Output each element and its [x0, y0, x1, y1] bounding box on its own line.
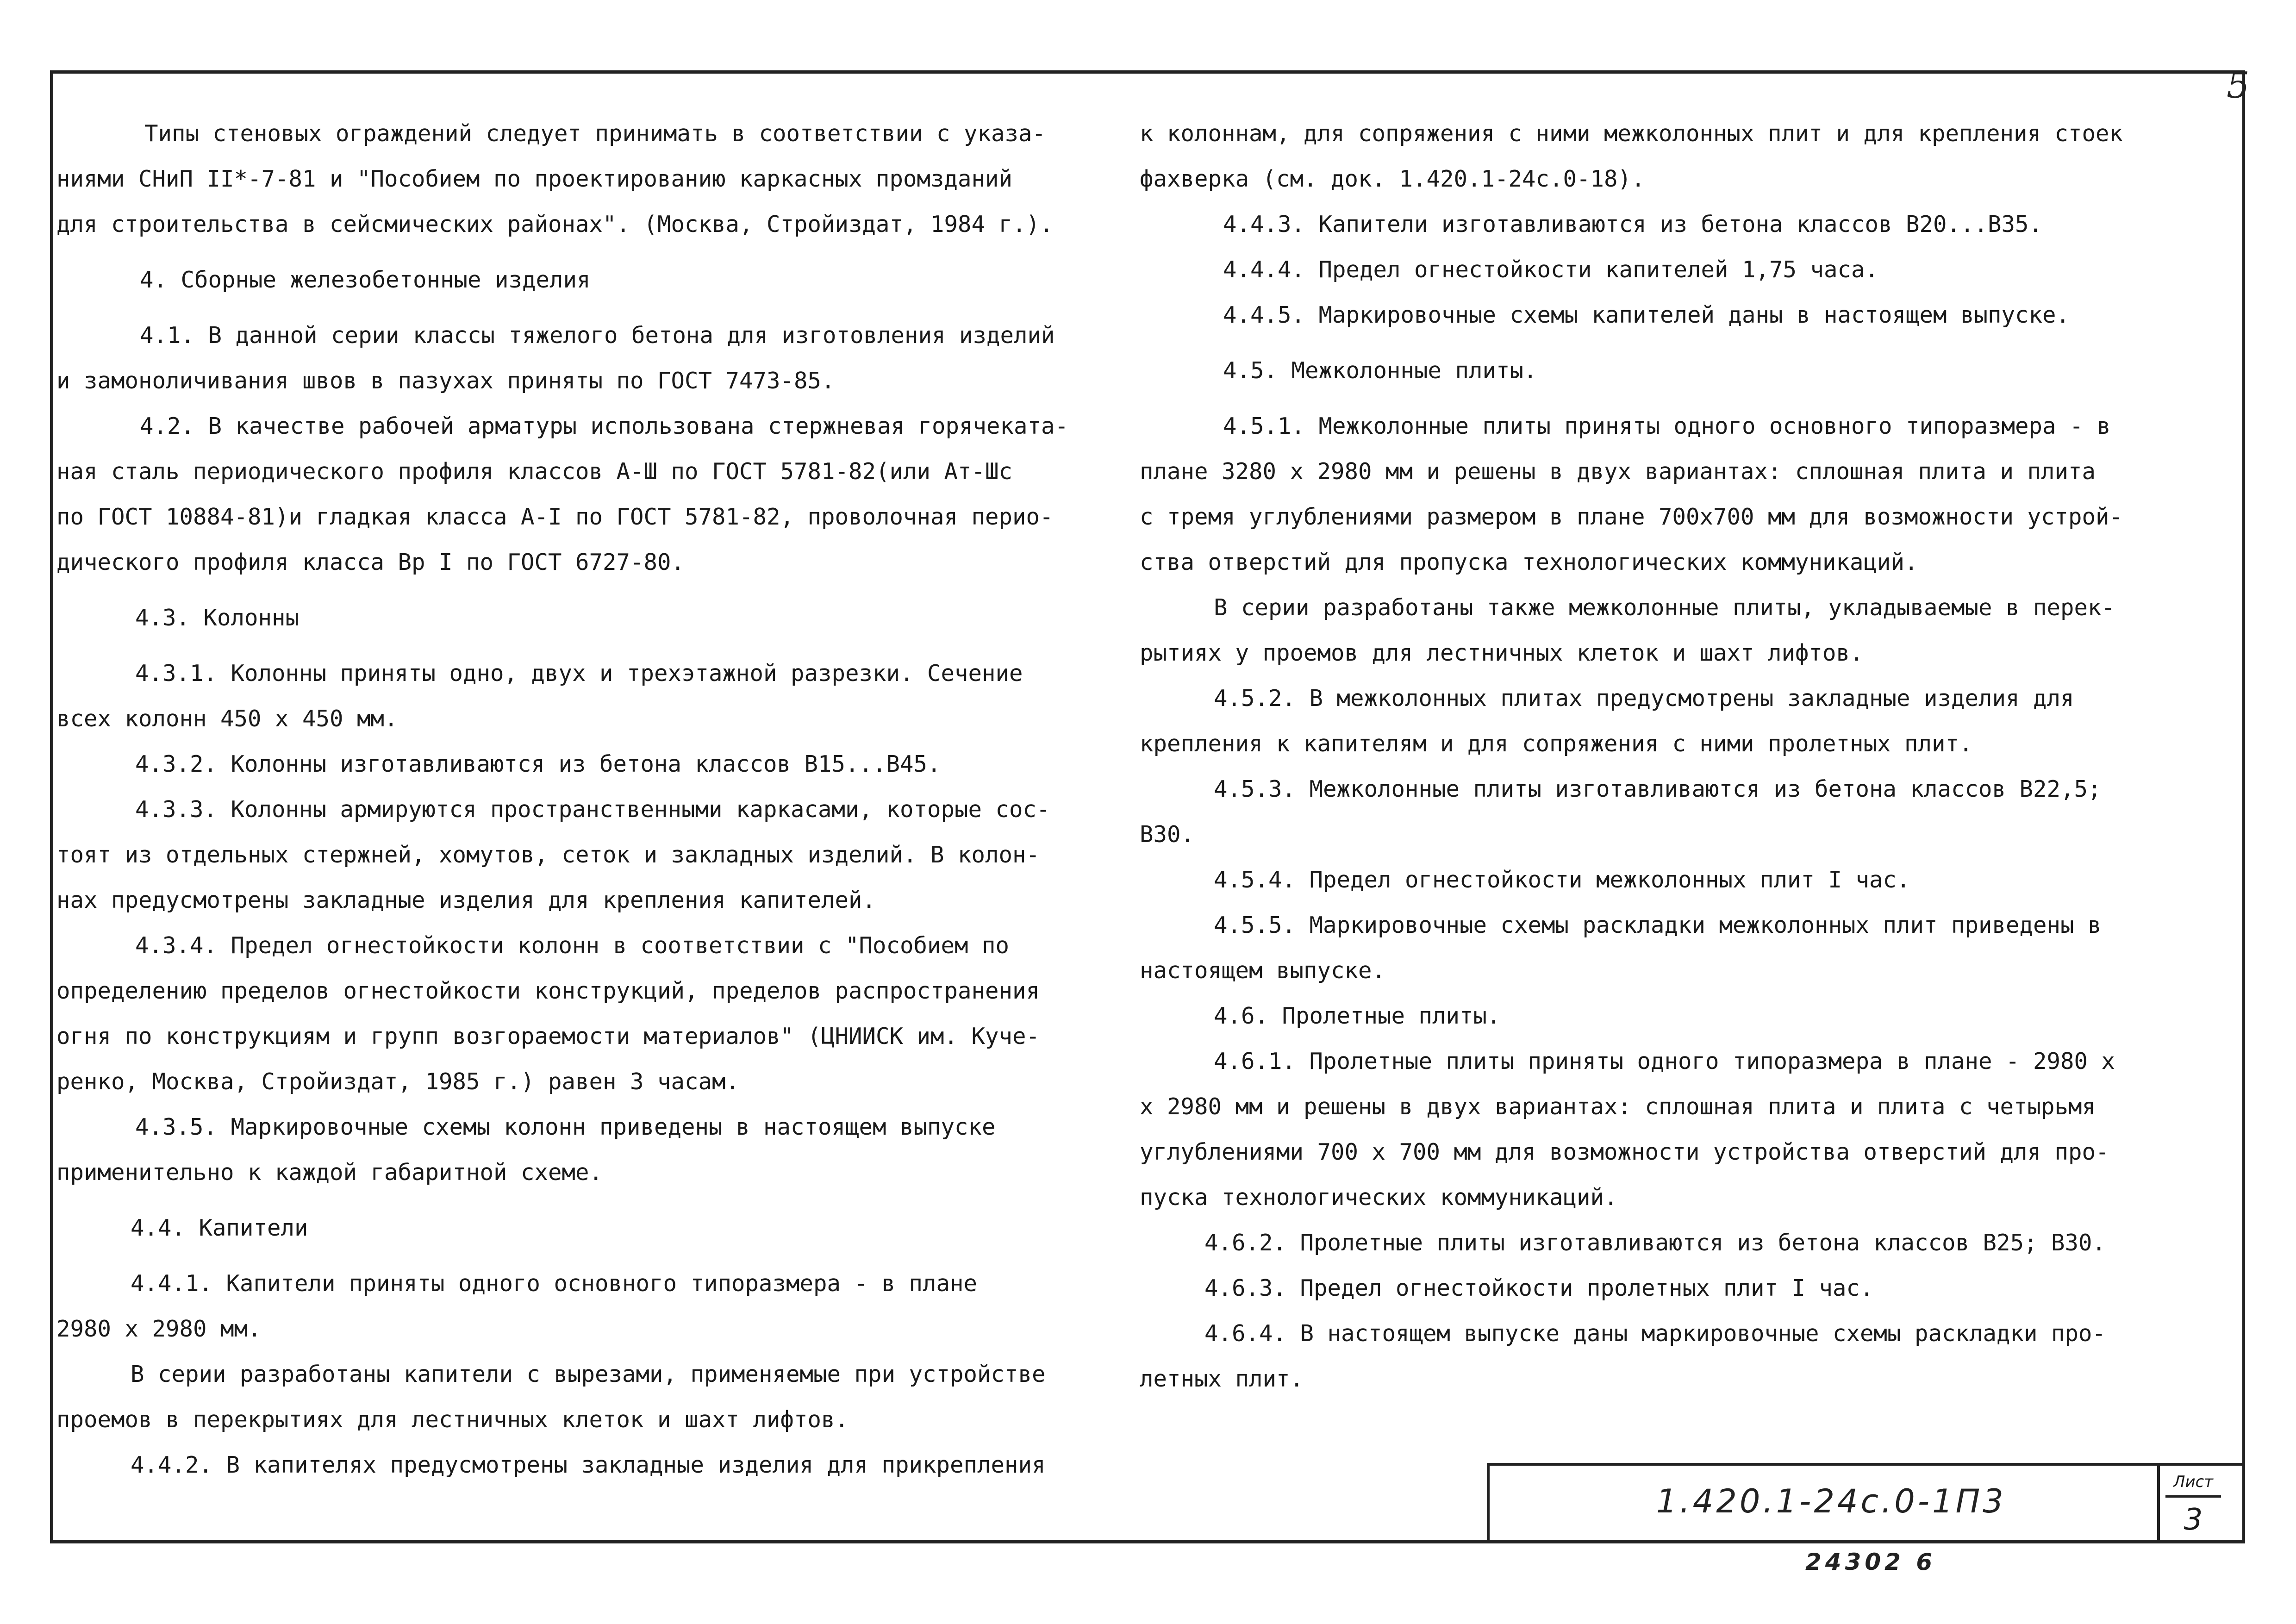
paragraph-line: 4.4.2. В капителях предусмотрены закладные изделия для прикрепления — [131, 1452, 1046, 1478]
paragraph-line: летных плит. — [1140, 1366, 1304, 1392]
paragraph-line: всех колонн 450 х 450 мм. — [56, 706, 398, 732]
paragraph-line: фахверка (см. док. 1.420.1-24с.0-18). — [1140, 166, 1645, 192]
paragraph-line: 4.3.2. Колонны изготавливаются из бетона классов В15...В45. — [135, 751, 941, 777]
paragraph-line: 4.5.2. В межколонных плитах предусмотрены закладные изделия для — [1214, 685, 2074, 712]
left-text-column — [56, 111, 1121, 1488]
title-block-stamp — [1487, 1463, 2245, 1543]
paragraph-line: плане 3280 х 2980 мм и решены в двух вариантах: сплошная плита и плита — [1140, 458, 2096, 485]
sheet-label: Лист — [2165, 1468, 2221, 1498]
section-heading: 4.5. Межколонные плиты. — [1223, 357, 1537, 384]
section-heading: 4.6. Пролетные плиты. — [1214, 1003, 1501, 1029]
paragraph-line: углублениями 700 х 700 мм для возможности устройства отверстий для про- — [1140, 1139, 2109, 1165]
paragraph-line: 4.6.3. Предел огнестойкости пролетных плит I час. — [1204, 1275, 1874, 1301]
paragraph-line: 4.4.1. Капители приняты одного основного типоразмера - в плане — [131, 1270, 978, 1297]
paragraph-line: для строительства в сейсмических районах". (Москва, Стройиздат, 1984 г.). — [56, 211, 1054, 237]
paragraph-line: крепления к капителям и для сопряжения с ними пролетных плит. — [1140, 731, 1973, 757]
right-text-column — [1140, 111, 2204, 1402]
paragraph-line: Типы стеновых ограждений следует принимать в соответствии с указа- — [144, 120, 1046, 147]
paragraph-line: по ГОСТ 10884-81)и гладкая класса А-I по ГОСТ 5781-82, проволочная перио- — [56, 504, 1054, 530]
paragraph-line: 4.5.4. Предел огнестойкости межколонных плит I час. — [1214, 867, 1910, 893]
paragraph-line: 2980 х 2980 мм. — [56, 1316, 262, 1342]
paragraph-line: ства отверстий для пропуска технологических коммуникаций. — [1140, 549, 1918, 575]
paragraph-line: В серии разработаны капители с вырезами, применяемые при устройстве — [131, 1361, 1046, 1387]
stamp-divider — [2157, 1466, 2160, 1543]
paragraph-line: В серии разработаны также межколонные плиты, укладываемые в перек- — [1214, 594, 2115, 621]
paragraph-line: рытиях у проемов для лестничных клеток и шахт лифтов. — [1140, 640, 1864, 666]
paragraph-line: настоящем выпуске. — [1140, 957, 1386, 984]
paragraph-line: 4.6.1. Пролетные плиты приняты одного типоразмера в плане - 2980 х — [1214, 1048, 2115, 1074]
paragraph-line: применительно к каждой габаритной схеме. — [56, 1159, 603, 1186]
paragraph-line: тоят из отдельных стержней, хомутов, сеток и закладных изделий. В колон- — [56, 842, 1040, 868]
paragraph-line: 4.6.2. Пролетные плиты изготавливаются из бетона классов В25; В30. — [1204, 1230, 2106, 1256]
paragraph-line: 4.4.4. Предел огнестойкости капителей 1,75 часа. — [1223, 256, 1879, 283]
paragraph-line: с тремя углублениями размером в плане 700х700 мм для возможности устрой- — [1140, 504, 2123, 530]
paragraph-line: 4.3.3. Колонны армируются пространственными каркасами, которые сос- — [135, 796, 1050, 823]
paragraph-line: ная сталь периодического профиля классов А-Ш по ГОСТ 5781-82(или Ат-Шс — [56, 458, 1013, 485]
paragraph-line: определению пределов огнестойкости конструкций, пределов распространения — [56, 978, 1040, 1004]
section-heading: 4. Сборные железобетонные изделия — [140, 267, 591, 293]
paragraph-line: 4.1. В данной серии классы тяжелого бетона для изготовления изделий — [140, 322, 1055, 349]
paragraph-line: 4.4.5. Маркировочные схемы капителей даны в настоящем выпуске. — [1223, 302, 2070, 328]
paragraph-line: и замоноличивания швов в пазухах приняты по ГОСТ 7473-85. — [56, 368, 835, 394]
paragraph-line: дического профиля класса Вр I по ГОСТ 6727-80. — [56, 549, 685, 575]
paragraph-line: нах предусмотрены закладные изделия для крепления капителей. — [56, 887, 876, 913]
paragraph-line: проемов в перекрытиях для лестничных клеток и шахт лифтов. — [56, 1406, 849, 1433]
paragraph-line: 4.3.1. Колонны приняты одно, двух и трехэтажной разрезки. Сечение — [135, 660, 1023, 687]
paragraph-line: 4.3.5. Маркировочные схемы колонн приведены в настоящем выпуске — [135, 1114, 996, 1140]
paragraph-line: ренко, Москва, Стройиздат, 1985 г.) равен 3 часам. — [56, 1068, 740, 1095]
paragraph-line: огня по конструкциям и групп возгораемости материалов" (ЦНИИСК им. Куче- — [56, 1023, 1040, 1049]
paragraph-line: х 2980 мм и решены в двух вариантах: сплошная плита и плита с четырьмя — [1140, 1093, 2096, 1120]
paragraph-line: 4.2. В качестве рабочей арматуры использована стержневая горячеката- — [140, 413, 1069, 439]
paragraph-line: В30. — [1140, 821, 1195, 848]
section-heading: 4.4. Капители — [131, 1215, 308, 1241]
paragraph-line: 4.6.4. В настоящем выпуске даны маркировочные схемы раскладки про- — [1204, 1320, 2106, 1347]
paragraph-line: пуска технологических коммуникаций. — [1140, 1184, 1618, 1211]
page-number: 5 — [2227, 65, 2250, 106]
inventory-number: 24302 6 — [1805, 1549, 1936, 1575]
paragraph-line: 4.3.4. Предел огнестойкости колонн в соответствии с "Пособием по — [135, 932, 1010, 959]
paragraph-line: к колоннам, для сопряжения с ними межколонных плит и для крепления стоек — [1140, 120, 2123, 147]
paragraph-line: 4.4.3. Капители изготавливаются из бетона классов В20...В35. — [1223, 211, 2043, 237]
sheet-number: 3 — [2184, 1503, 2203, 1537]
paragraph-line: 4.5.3. Межколонные плиты изготавливаются из бетона классов В22,5; — [1214, 776, 2102, 802]
paragraph-line: ниями СНиП II*-7-81 и "Пособием по проектированию каркасных промзданий — [56, 166, 1013, 192]
paragraph-line: 4.5.5. Маркировочные схемы раскладки межколонных плит приведены в — [1214, 912, 2102, 938]
section-heading: 4.3. Колонны — [135, 605, 299, 631]
document-code: 1.420.1-24c.0-1П3 — [1656, 1482, 2006, 1520]
paragraph-line: 4.5.1. Межколонные плиты приняты одного основного типоразмера - в — [1223, 413, 2111, 439]
